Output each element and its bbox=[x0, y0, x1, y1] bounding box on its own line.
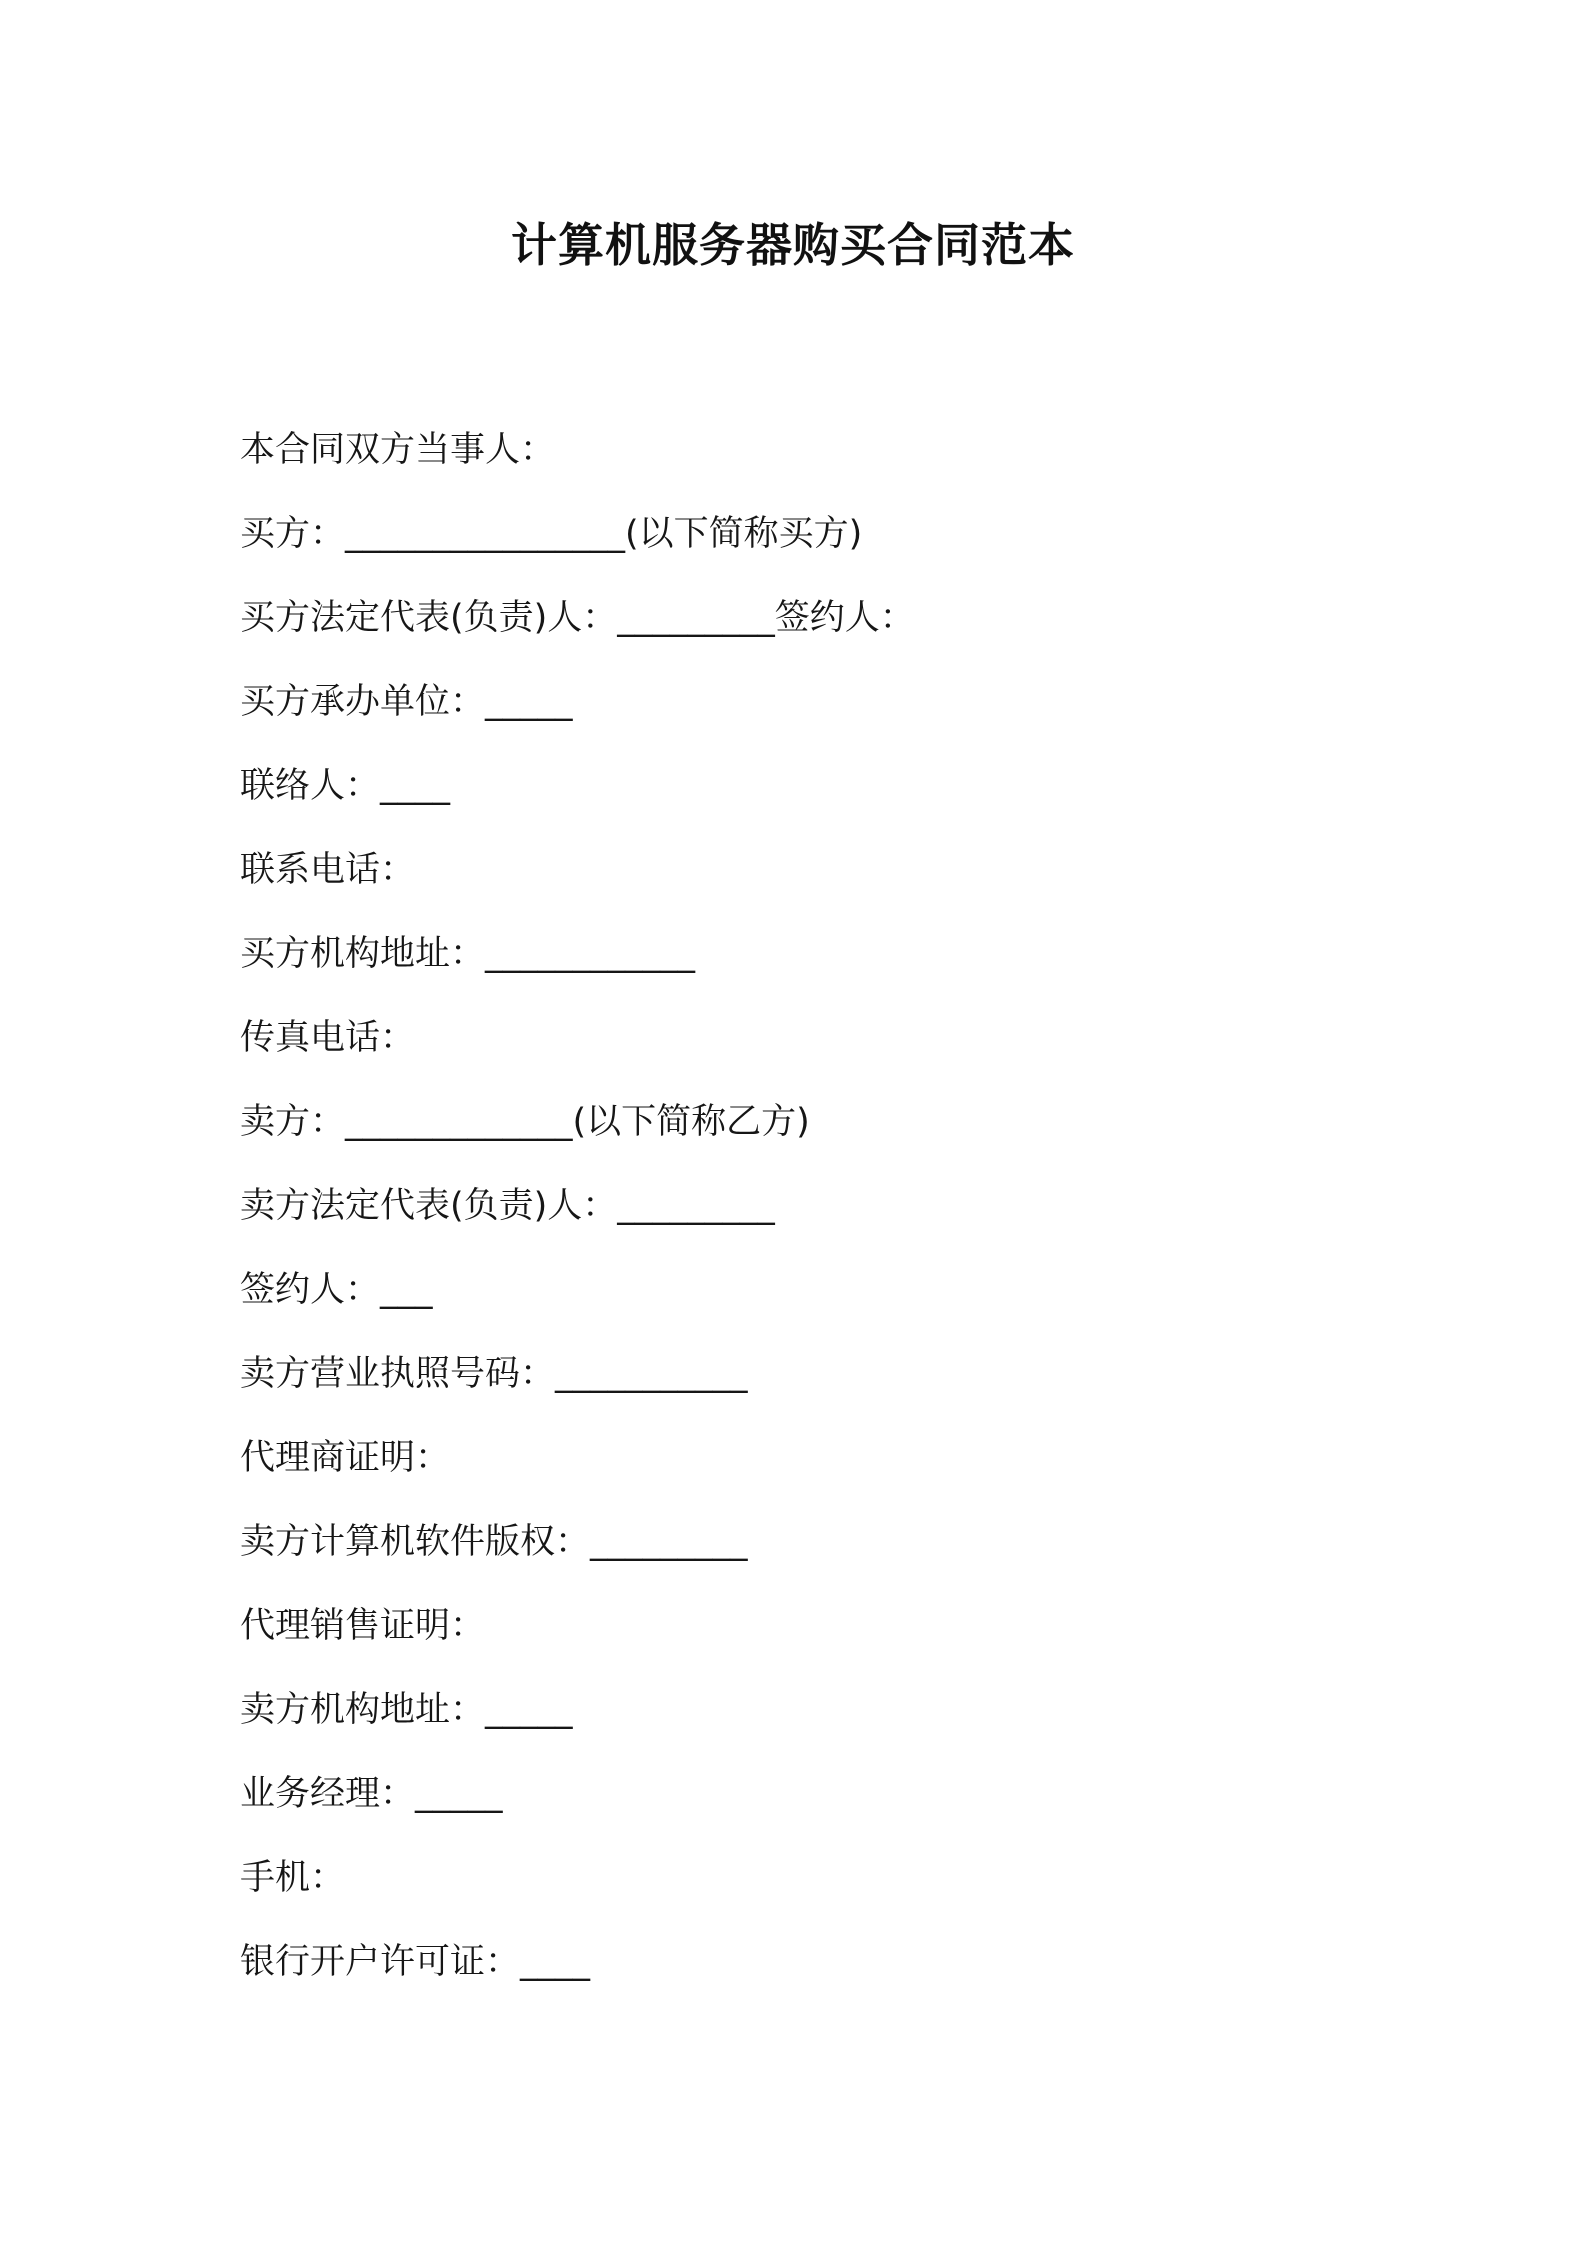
contract-line-buyer-address: 买方机构地址：____________ bbox=[240, 934, 696, 974]
contract-line-buyer-legal-rep: 买方法定代表(负责)人：_________签约人： bbox=[240, 598, 915, 638]
contract-line-seller-legal-rep: 卖方法定代表(负责)人：_________ bbox=[240, 1186, 775, 1226]
contract-line-phone: 联系电话： bbox=[240, 850, 416, 890]
contract-line-buyer: 买方：________________(以下简称买方) bbox=[240, 514, 863, 554]
contract-line-contact-person: 联络人：____ bbox=[240, 766, 451, 806]
contract-line-signer: 签约人：___ bbox=[240, 1270, 433, 1310]
contract-body bbox=[240, 408, 1340, 2004]
document-title: 计算机服务器购买合同范本 bbox=[511, 218, 1075, 272]
contract-line-seller: 卖方：_____________(以下简称乙方) bbox=[240, 1102, 810, 1142]
contract-line-bank-license: 银行开户许可证：____ bbox=[240, 1942, 591, 1982]
contract-line-sales-certificate: 代理销售证明： bbox=[240, 1606, 486, 1646]
contract-line-seller-address: 卖方机构地址：_____ bbox=[240, 1690, 573, 1730]
contract-line-business-manager: 业务经理：_____ bbox=[240, 1774, 503, 1814]
contract-line-buyer-unit: 买方承办单位：_____ bbox=[240, 682, 573, 722]
contract-line-mobile: 手机： bbox=[240, 1858, 346, 1898]
contract-line-software-copyright: 卖方计算机软件版权：_________ bbox=[240, 1522, 748, 1562]
contract-line-parties: 本合同双方当事人： bbox=[240, 430, 556, 470]
contract-line-fax: 传真电话： bbox=[240, 1018, 416, 1058]
contract-line-business-license: 卖方营业执照号码：___________ bbox=[240, 1354, 748, 1394]
contract-line-agent-certificate: 代理商证明： bbox=[240, 1438, 451, 1478]
